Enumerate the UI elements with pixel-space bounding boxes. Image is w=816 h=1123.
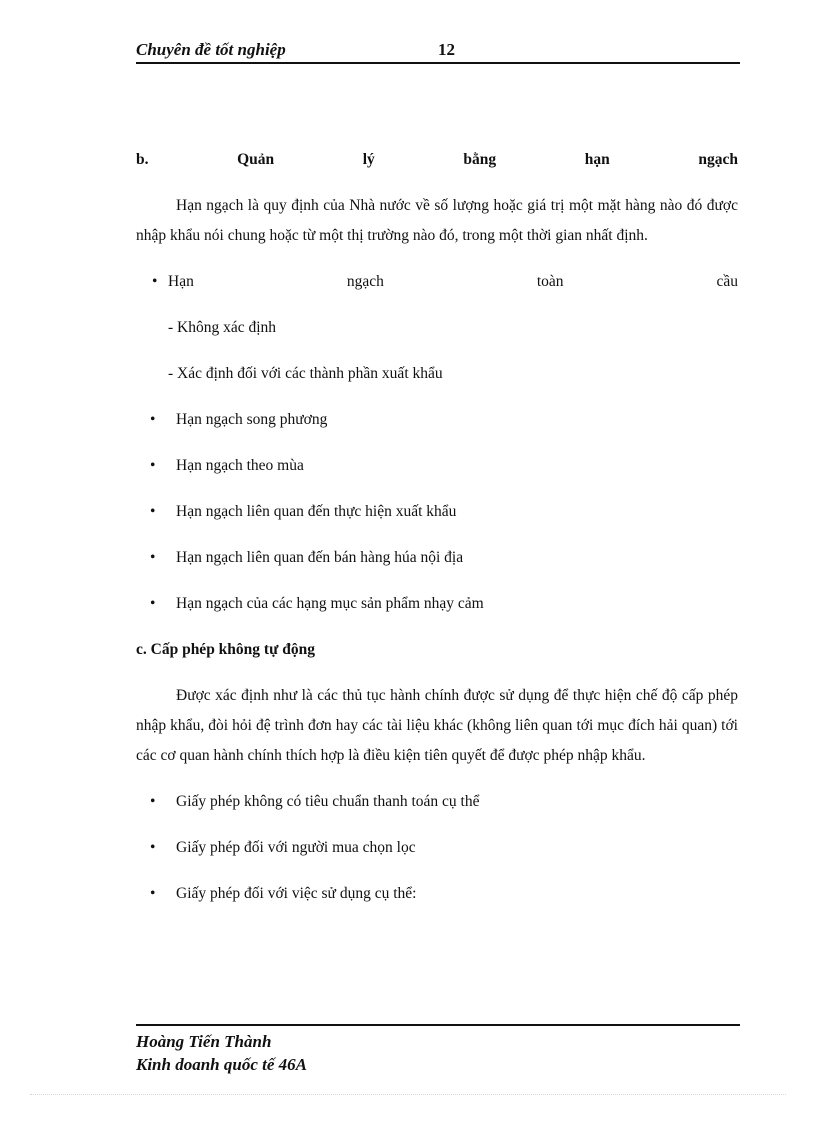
page-header xyxy=(136,38,740,64)
bullet-text: Hạn ngạch liên quan đến bán hàng húa nội địa xyxy=(176,549,464,566)
page-number: 12 xyxy=(438,40,455,59)
heading-word: Quản xyxy=(237,151,275,168)
bullet-icon: • xyxy=(152,273,158,290)
section-b-heading xyxy=(136,145,738,175)
bullet-icon: • xyxy=(150,549,156,566)
heading-word: ngạch xyxy=(698,151,738,168)
footer-author: Hoàng Tiến Thành xyxy=(136,1032,272,1051)
bullet-icon: • xyxy=(150,595,156,612)
bullet-item xyxy=(136,405,738,435)
bullet-item xyxy=(136,787,738,817)
sub-item: - Xác định đối với các thành phần xuất khẩu xyxy=(168,365,443,382)
section-c-heading: c. Cấp phép không tự động xyxy=(136,641,315,658)
page-bottom-divider xyxy=(30,1094,786,1095)
bullet-text: Giấy phép đối với người mua chọn lọc xyxy=(176,839,416,856)
bullet-text: Hạn ngạch song phương xyxy=(176,411,328,428)
page-footer xyxy=(136,1024,740,1076)
section-c-paragraph: Được xác định như là các thủ tục hành chính được sử dụng để thực hiện chế độ cấp phép nhập khẩu, đòi hỏi đệ trình đơn hay các tài liệu khác (không liên quan tới mục đích hải quan) tới các cơ quan hành chính thích hợp là điều kiện tiên quyết để được phép nhập khẩu. xyxy=(136,687,738,764)
heading-word: lý xyxy=(362,151,375,168)
heading-word: b. xyxy=(136,151,149,168)
header-title: Chuyên đề tốt nghiệp xyxy=(136,40,286,59)
bullet-icon: • xyxy=(150,411,156,428)
heading-word: bằng xyxy=(463,151,497,168)
footer-class: Kinh doanh quốc tế 46A xyxy=(136,1055,307,1074)
heading-word: hạn xyxy=(584,151,610,168)
bullet-icon: • xyxy=(150,839,156,856)
bullet-icon: • xyxy=(150,885,156,902)
section-b-paragraph: Hạn ngạch là quy định của Nhà nước về số lượng hoặc giá trị một mặt hàng nào đó được nhập khẩu nói chung hoặc từ một thị trường nào đó, trong một thời gian nhất định. xyxy=(136,197,738,244)
bullet-item xyxy=(136,879,738,909)
bullet-item xyxy=(136,589,738,619)
bullet-item xyxy=(136,497,738,527)
bullet-icon: • xyxy=(150,503,156,520)
bullet-item-global-quota xyxy=(136,267,738,297)
bullet-item xyxy=(136,833,738,863)
sub-item: - Không xác định xyxy=(168,319,277,336)
bullet-item xyxy=(136,543,738,573)
bullet-word: Hạn xyxy=(168,273,194,290)
bullet-text: Giấy phép đối với việc sử dụng cụ thể: xyxy=(176,885,417,902)
bullet-item xyxy=(136,451,738,481)
bullet-text: Hạn ngạch theo mùa xyxy=(176,457,304,474)
bullet-word: ngạch xyxy=(346,273,384,290)
bullet-icon: • xyxy=(150,793,156,810)
document-body xyxy=(136,145,738,909)
bullet-text: Hạn ngạch liên quan đến thực hiện xuất khẩu xyxy=(176,503,457,520)
bullet-text: Hạn ngạch của các hạng mục sản phẩm nhạy cảm xyxy=(176,595,484,612)
bullet-icon: • xyxy=(150,457,156,474)
bullet-word: cầu xyxy=(716,273,738,290)
bullet-word: toàn xyxy=(536,273,564,290)
bullet-text: Giấy phép không có tiêu chuẩn thanh toán cụ thể xyxy=(176,793,480,810)
